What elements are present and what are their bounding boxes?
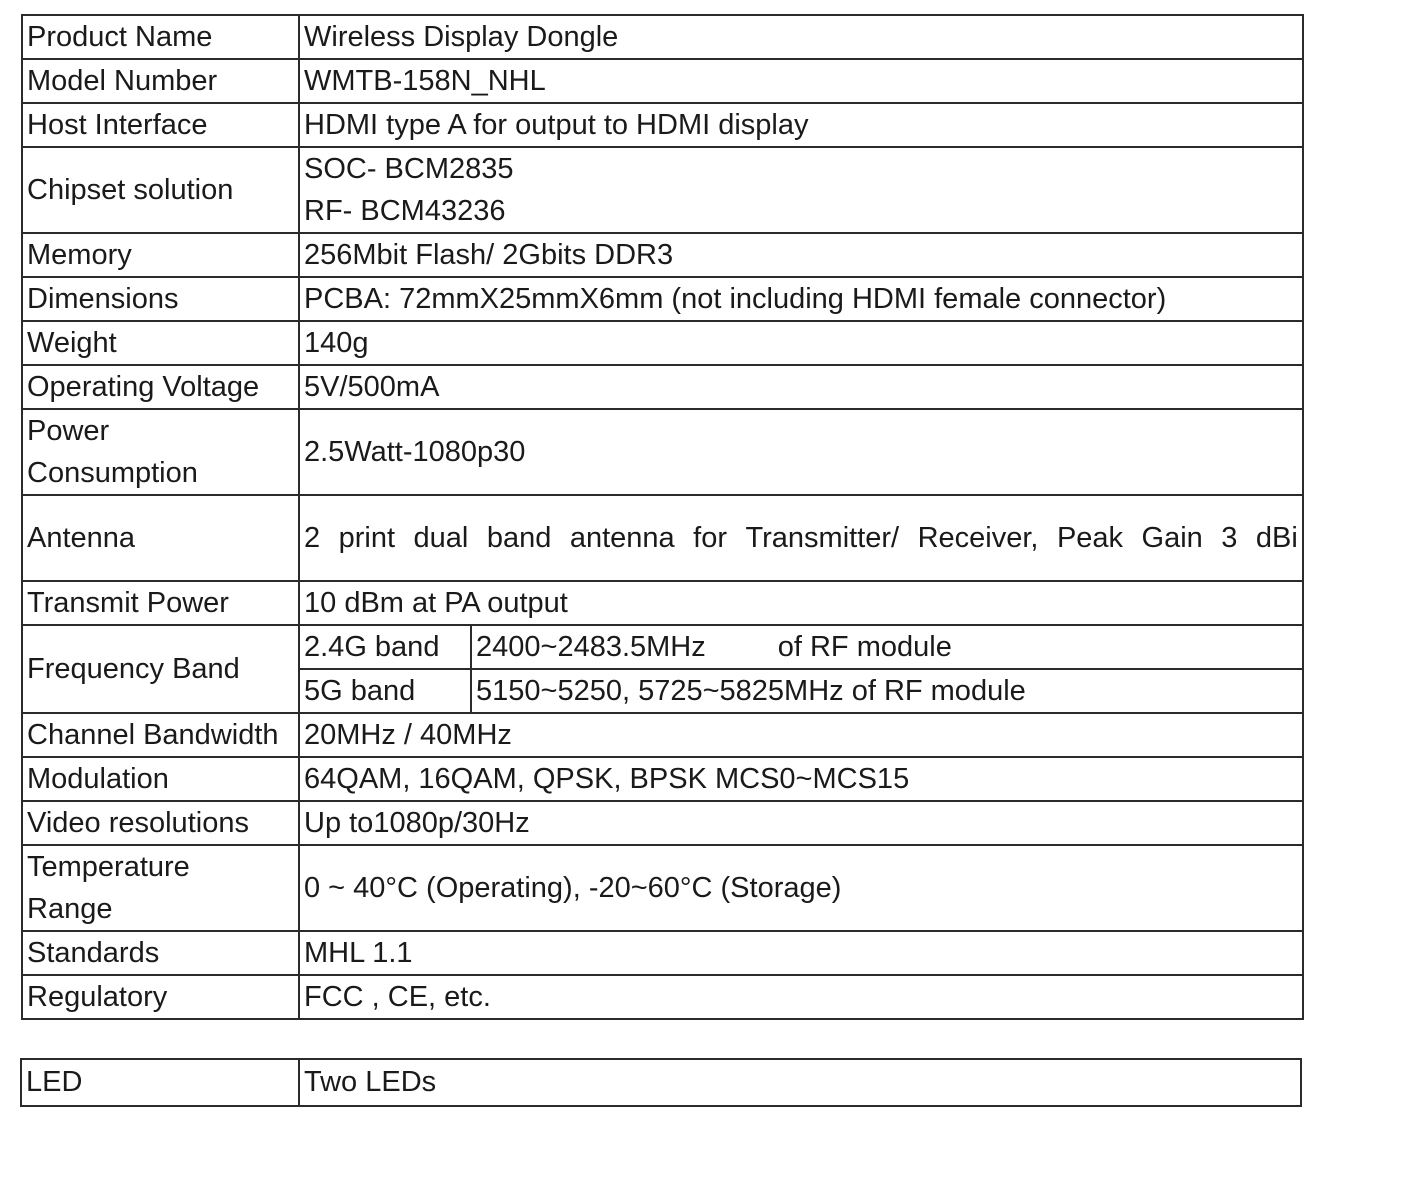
label-modulation: Modulation [22,757,299,801]
value-temperature-range: 0 ~ 40°C (Operating), -20~60°C (Storage) [299,845,1303,931]
value-transmit-power: 10 dBm at PA output [299,581,1303,625]
antenna-word: Transmitter/ [745,521,900,554]
band-range-5g: 5150~5250, 5725~5825MHz of RF module [471,669,1303,713]
label-temperature-line2: Range [27,893,113,925]
antenna-word: Peak [1056,521,1124,554]
value-chipset [299,147,1303,233]
row-memory [22,233,1303,277]
value-antenna [299,495,1303,581]
row-transmit-power [22,581,1303,625]
label-temperature-range [22,845,299,931]
antenna-word: for [693,521,727,554]
band-range-24g-suffix: of RF module [777,630,952,663]
label-channel-bandwidth: Channel Bandwidth [22,713,299,757]
antenna-word: print [338,521,396,554]
label-led: LED [21,1059,299,1106]
band-range-24g [471,625,1303,669]
chipset-soc: SOC- BCM2835 [304,153,514,185]
row-power-consumption [22,409,1303,495]
value-host-interface: HDMI type A for output to HDMI display [299,103,1303,147]
label-weight: Weight [22,321,299,365]
antenna-word: Receiver, [917,521,1039,554]
label-antenna: Antenna [22,495,299,581]
row-antenna [22,495,1303,581]
antenna-word: 3 [1221,521,1238,554]
row-model-number [22,59,1303,103]
row-temperature-range [22,845,1303,931]
value-led: Two LEDs [299,1059,1301,1106]
value-modulation: 64QAM, 16QAM, QPSK, BPSK MCS0~MCS15 [299,757,1303,801]
label-model-number: Model Number [22,59,299,103]
row-product-name [22,15,1303,59]
value-operating-voltage: 5V/500mA [299,365,1303,409]
label-standards: Standards [22,931,299,975]
row-channel-bandwidth [22,713,1303,757]
antenna-word: Gain [1141,521,1203,554]
antenna-word: antenna [569,521,675,554]
label-frequency-band: Frequency Band [22,625,299,713]
row-host-interface [22,103,1303,147]
antenna-word: band [486,521,552,554]
value-weight: 140g [299,321,1303,365]
row-frequency-band-24g [22,625,1303,669]
value-video-resolutions: Up to1080p/30Hz [299,801,1303,845]
antenna-justified-text [304,521,1298,556]
antenna-word: 2 [304,521,321,554]
value-product-name: Wireless Display Dongle [299,15,1303,59]
label-video-resolutions: Video resolutions [22,801,299,845]
led-table [20,1058,1302,1107]
value-channel-bandwidth: 20MHz / 40MHz [299,713,1303,757]
band-range-24g-value: 2400~2483.5MHz [476,630,706,663]
label-dimensions: Dimensions [22,277,299,321]
row-standards [22,931,1303,975]
value-standards: MHL 1.1 [299,931,1303,975]
row-regulatory [22,975,1303,1019]
label-power-consumption [22,409,299,495]
row-video-resolutions [22,801,1303,845]
label-memory: Memory [22,233,299,277]
value-regulatory: FCC , CE, etc. [299,975,1303,1019]
antenna-word: dBi [1255,521,1298,554]
label-host-interface: Host Interface [22,103,299,147]
value-memory: 256Mbit Flash/ 2Gbits DDR3 [299,233,1303,277]
value-model-number: WMTB-158N_NHL [299,59,1303,103]
value-dimensions: PCBA: 72mmX25mmX6mm (not including HDMI female connector) [299,277,1303,321]
row-chipset [22,147,1303,233]
row-weight [22,321,1303,365]
row-operating-voltage [22,365,1303,409]
row-dimensions [22,277,1303,321]
chipset-rf: RF- BCM43236 [304,195,506,227]
label-transmit-power: Transmit Power [22,581,299,625]
label-product-name: Product Name [22,15,299,59]
value-power-consumption: 2.5Watt-1080p30 [299,409,1303,495]
label-power-line2: Consumption [27,457,198,489]
label-power-line1: Power [27,415,110,447]
label-operating-voltage: Operating Voltage [22,365,299,409]
label-chipset: Chipset solution [22,147,299,233]
band-name-5g: 5G band [299,669,471,713]
row-modulation [22,757,1303,801]
antenna-word: dual [413,521,469,554]
band-name-24g: 2.4G band [299,625,471,669]
spec-table [21,14,1304,1020]
row-led [21,1059,1301,1106]
label-temperature-line1: Temperature [27,851,190,883]
label-regulatory: Regulatory [22,975,299,1019]
